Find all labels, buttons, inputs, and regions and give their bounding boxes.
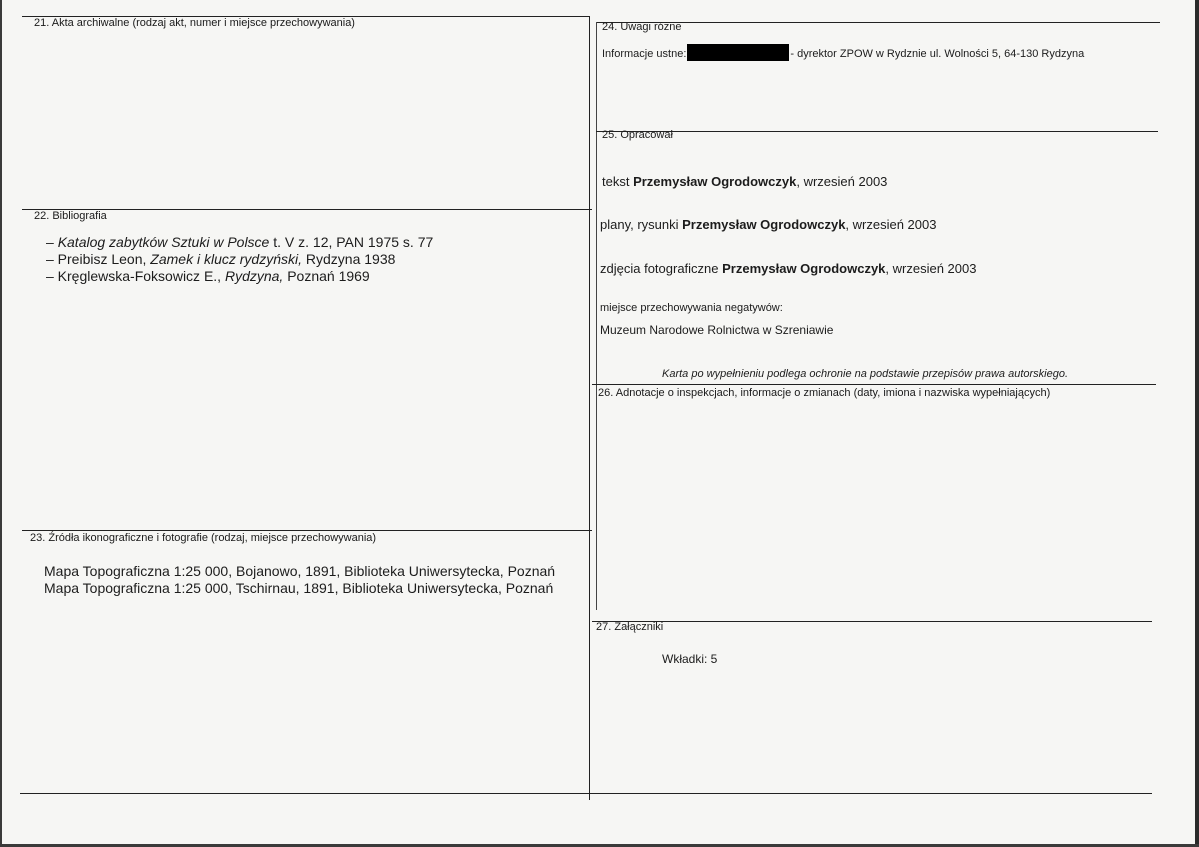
section-22-label: 22. Bibliografia [34,210,107,222]
bibliography-item: – Kręglewska-Foksowicz E., Rydzyna, Poznań 1969 [46,268,370,284]
section-24-label: 24. Uwagi różne [602,21,682,33]
bibliography-item: – Katalog zabytków Sztuki w Polsce t. V z. 12, PAN 1975 s. 77 [46,234,434,250]
author-photos: zdjęcia fotograficzne Przemysław Ogrodowczyk, wrzesień 2003 [600,261,977,276]
negatives-storage-place: Muzeum Narodowe Rolnictwa w Szreniawie [600,323,834,337]
oral-information [602,44,1084,61]
page-border-right [1195,0,1199,847]
author-plans: plany, rysunki Przemysław Ogrodowczyk, wrzesień 2003 [600,217,937,232]
bibliography-item: – Preibisz Leon, Zamek i klucz rydzyński, Rydzyna 1938 [46,251,396,267]
rule-27 [592,621,1152,622]
section-23-label: 23. Źródła ikonograficzne i fotografie (rodzaj, miejsce przechowywania) [30,532,377,544]
iconographic-source-1: Mapa Topograficzna 1:25 000, Bojanowo, 1891, Biblioteka Uniwersytecka, Poznań [44,563,556,579]
oral-information-suffix: - dyrektor ZPOW w Rydznie ul. Wolności 5, 64-130 Rydzyna [790,48,1085,60]
right-column-edge [596,22,597,610]
redaction-block [687,44,789,61]
negatives-storage-label: miejsce przechowywania negatywów: [600,302,783,314]
author-text: tekst Przemysław Ogrodowczyk, wrzesień 2003 [602,174,888,189]
iconographic-source-2: Mapa Topograficzna 1:25 000, Tschirnau, 1891, Biblioteka Uniwersytecka, Poznań [44,580,554,596]
section-25-label: 25. Opracował [602,129,673,141]
bibliography-list [46,234,433,285]
section-27-label: 27. Załączniki [596,621,664,633]
section-21-label: 21. Akta archiwalne (rodzaj akt, numer i miejsce przechowywania) [34,17,355,29]
copyright-note: Karta po wypełnieniu podlega ochronie na podstawie przepisów prawa autorskiego. [662,368,1069,380]
rule-22 [22,209,592,210]
page-border-left [0,0,2,847]
rule-25 [596,131,1158,132]
rule-26 [592,384,1156,385]
rule-23 [22,530,592,531]
attachments-count: Wkładki: 5 [662,652,718,666]
column-divider [589,16,590,800]
bottom-rule [20,793,1152,794]
section-26-label: 26. Adnotacje o inspekcjach, informacje o zmianach (daty, imiona i nazwiska wypełniających) [598,387,1051,399]
oral-information-prefix: Informacje ustne: [602,48,687,60]
